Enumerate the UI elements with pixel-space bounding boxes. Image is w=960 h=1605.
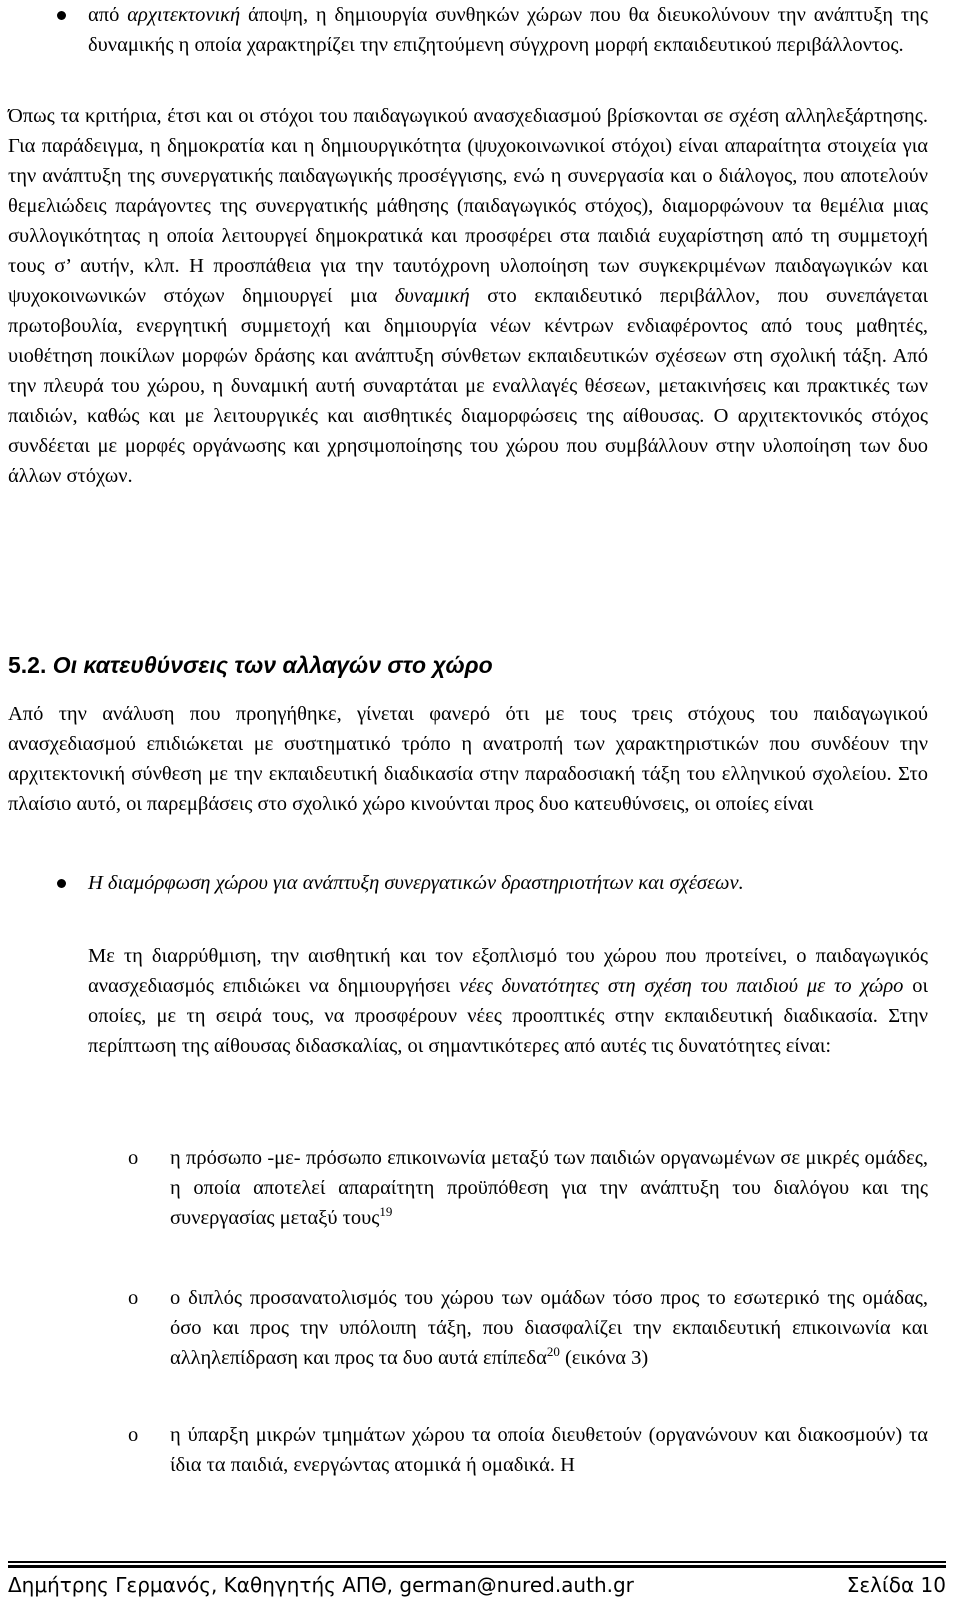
bullet-item-architectural: από αρχιτεκτονική άποψη, η δημιουργία συνθηκών χώρων που θα διευκολύνουν την ανάπτυξη της δυναμικής η οποία χαρακτηρίζει την επιζητούμενη σύγχρονη μορφή εκπαιδευτικού περιβάλλοντος. — [88, 4, 929, 56]
body-paragraph-arrangement: Με τη διαρρύθμιση, την αισθητική και τον εξοπλισμό του χώρου που προτείνει, ο παιδαγωγικός ανασχεδιασμός επιδιώκει να δημιουργήσει νέες δυνατότητες στη σχέση του παιδιού με το χώρο οι οποίες, με τη σειρά τους, να προσφέρουν νέες προοπτικές στην εκπαιδευτική διαδικασία. Στην περίπτωση της αίθουσας διδασκαλίας, οι σημαντικότερες από αυτές τις δυνατότητες είναι: — [88, 945, 928, 1057]
footer-divider — [8, 1561, 946, 1563]
sub-list-item-small-spaces: η ύπαρξη μικρών τμημάτων χώρου τα οποία διευθετούν (οργανώνουν και διακοσμούν) τα ίδια τα παιδιά, ενεργώντας ατομικά ή ομαδικά. Η — [170, 1424, 928, 1476]
body-paragraph-analysis: Από την ανάλυση που προηγήθηκε, γίνεται φανερό ότι με τους τρεις στόχους του παιδαγωγικού ανασχεδιασμού επιδιώκεται με συστηματικό τρόπο η ανατροπή των χαρακτηριστικών που συνδέουν την αρχιτεκτονική σύνθεση με την εκπαιδευτική διαδικασία στην παραδοσιακή τάξη του ελληνικού σχολείου. Στο πλαίσιο αυτό, οι παρεμβάσεις στο σχολικό χώρο κινούνται προς δυο κατευθύνσεις, οι οποίες είναι — [8, 703, 928, 815]
page-number: Σελίδα 10 — [846, 1573, 946, 1597]
section-heading: 5.2. Οι κατευθύνσεις των αλλαγών στο χώρο — [8, 652, 493, 678]
sub-bullet-marker: o — [128, 1424, 139, 1446]
body-paragraph-goals: Όπως τα κριτήρια, έτσι και οι στόχοι του παιδαγωγικού ανασχεδιασμού βρίσκονται σε σχέση αλληλεξάρτησης. Για παράδειγμα, η δημοκρατία και η δημιουργικότητα (ψυχοκοινωνικοί στόχοι) είναι απαραίτητα στοιχεία για την ανάπτυξη της συνεργατικής παιδαγωγικής προσέγγισης, ενώ η συνεργασία και ο διάλογος, που αποτελούν θεμελιώδεις παράγοντες της συνεργατικής μάθησης (παιδαγωγικός στόχος), διαμορφώνουν τα θεμέλια μιας συλλογικότητας η οποία λειτουργεί δημοκρατικά και προσφέρει στα παιδιά ευχαρίστηση από τη συμμετοχή τους σ’ αυτήν, κλπ. Η προσπάθεια για την ταυτόχρονη υλοποίηση των συγκεκριμένων παιδαγωγικών και ψυχοκοινωνικών στόχων δημιουργεί μια δυναμική στο εκπαιδευτικό περιβάλλον, που συνεπάγεται πρωτοβουλία, ενεργητική συμμετοχή και δημιουργία νέων κέντρων ενδιαφέροντος από τους μαθητές, υιοθέτηση ποικίλων μορφών δράσης και ανάπτυξη σύνθετων εκπαιδευτικών σχέσεων στη σχολική τάξη. Από την πλευρά του χώρου, η δυναμική αυτή συναρτάται με εναλλαγές θέσεων, μετακινήσεις και πρακτικές των παιδιών, καθώς και με λειτουργικές και αισθητικές διαμορφώσεις της αίθουσας. Ο αρχιτεκτονικός στόχος συνδέεται με μορφές οργάνωσης και χρησιμοποίησης του χώρου που συμβάλλουν στην υλοποίηση των δυο άλλων στόχων. — [8, 105, 929, 487]
footer-divider — [8, 1565, 946, 1568]
sub-bullet-marker: o — [128, 1147, 139, 1169]
sub-bullet-marker: o — [128, 1287, 139, 1309]
bullet-item-space-design: Η διαμόρφωση χώρου για ανάπτυξη συνεργατικών δραστηριοτήτων και σχέσεων. — [88, 872, 744, 894]
bullet-icon — [57, 879, 66, 888]
bullet-icon — [57, 11, 66, 20]
sub-list-item-communication: η πρόσωπο -με- πρόσωπο επικοινωνία μεταξύ των παιδιών οργανωμένων σε μικρές ομάδες, η οποία αποτελεί απαραίτητη προϋπόθεση για την ανάπτυξη του διαλόγου και της συνεργασίας μεταξύ τους$^{19}$ — [170, 1147, 928, 1229]
footer-author: Δημήτρης Γερμανός, Καθηγητής ΑΠΘ, german@nured.auth.gr — [8, 1573, 634, 1597]
sub-list-item-orientation: ο διπλός προσανατολισμός του χώρου των ομάδων τόσο προς το εσωτερικό της ομάδας, όσο και προς την υπόλοιπη τάξη, που διασφαλίζει την εκπαιδευτική επικοινωνία και αλληλεπίδραση και προς τα δυο αυτά επίπεδα$^{20}$ (εικόνα 3) — [170, 1287, 928, 1369]
